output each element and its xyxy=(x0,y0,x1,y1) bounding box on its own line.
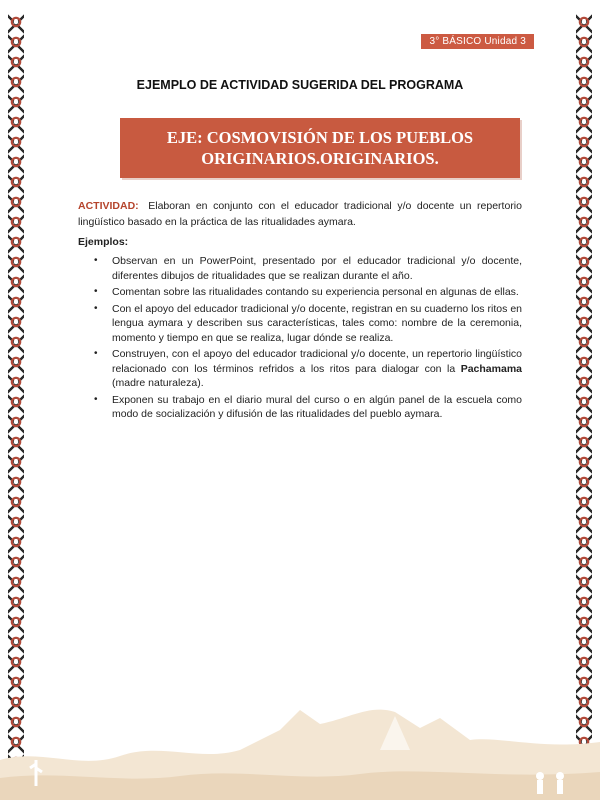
bullet-icon: • xyxy=(94,302,98,314)
eje-line-2: ORIGINARIOS.ORIGINARIOS. xyxy=(201,149,439,168)
list-item: • Exponen su trabajo en el diario mural del curso o en algún panel de la escuela como modo de socialización y difusión de las ritualidades del pueblo aymara. xyxy=(94,393,522,420)
list-item: • Construyen, con el apoyo del educador tradicional y/o docente, un repertorio lingüístico relacionado con los términos refridos a los ritos para dialogar con la Pachamama (madre naturaleza). xyxy=(94,348,522,389)
actividad-text: Elaboran en conjunto con el educador tradicional y/o docente un repertorio lingüístico basado en la práctica de las ritualidades aymara. xyxy=(78,200,522,228)
pachamama-term: Pachamama xyxy=(460,362,522,375)
footer-landscape-illustration xyxy=(0,690,600,800)
list-item: • Observan en un PowerPoint, presentado por el educador tradicional y/o docente, diferentes dibujos de ritualidades que se realizan durante el año. xyxy=(94,255,522,282)
figure-icon xyxy=(556,772,564,780)
ejemplos-list xyxy=(94,254,522,424)
eje-banner xyxy=(120,118,520,178)
actividad-paragraph xyxy=(78,198,522,230)
decorative-border-right xyxy=(576,14,592,786)
eje-line-1: EJE: COSMOVISIÓN DE LOS PUEBLOS xyxy=(166,128,474,147)
grade-unit-badge: 3° BÁSICO Unidad 3 xyxy=(421,34,534,49)
figure-icon xyxy=(536,772,544,780)
list-item: • Con el apoyo del educador tradicional y/o docente, registran en su cuaderno los ritos en lengua aymara y describen sus características, tales como: nombre de la ceremonia, momento y tiempo en que se realiza, lugar dónde se realiza. xyxy=(94,302,522,344)
ejemplos-label: Ejemplos: xyxy=(78,236,129,248)
bullet-icon: • xyxy=(94,286,98,297)
bullet-icon: • xyxy=(94,393,98,405)
bullet-icon: • xyxy=(94,348,98,359)
actividad-label: ACTIVIDAD: xyxy=(78,200,139,212)
decorative-border-left xyxy=(8,14,24,786)
bullet-icon: • xyxy=(94,255,98,266)
page-title: EJEMPLO DE ACTIVIDAD SUGERIDA DEL PROGRAMA xyxy=(136,78,464,92)
list-item: • Comentan sobre las ritualidades contando su experiencia personal en algunas de ellas. xyxy=(94,286,519,298)
